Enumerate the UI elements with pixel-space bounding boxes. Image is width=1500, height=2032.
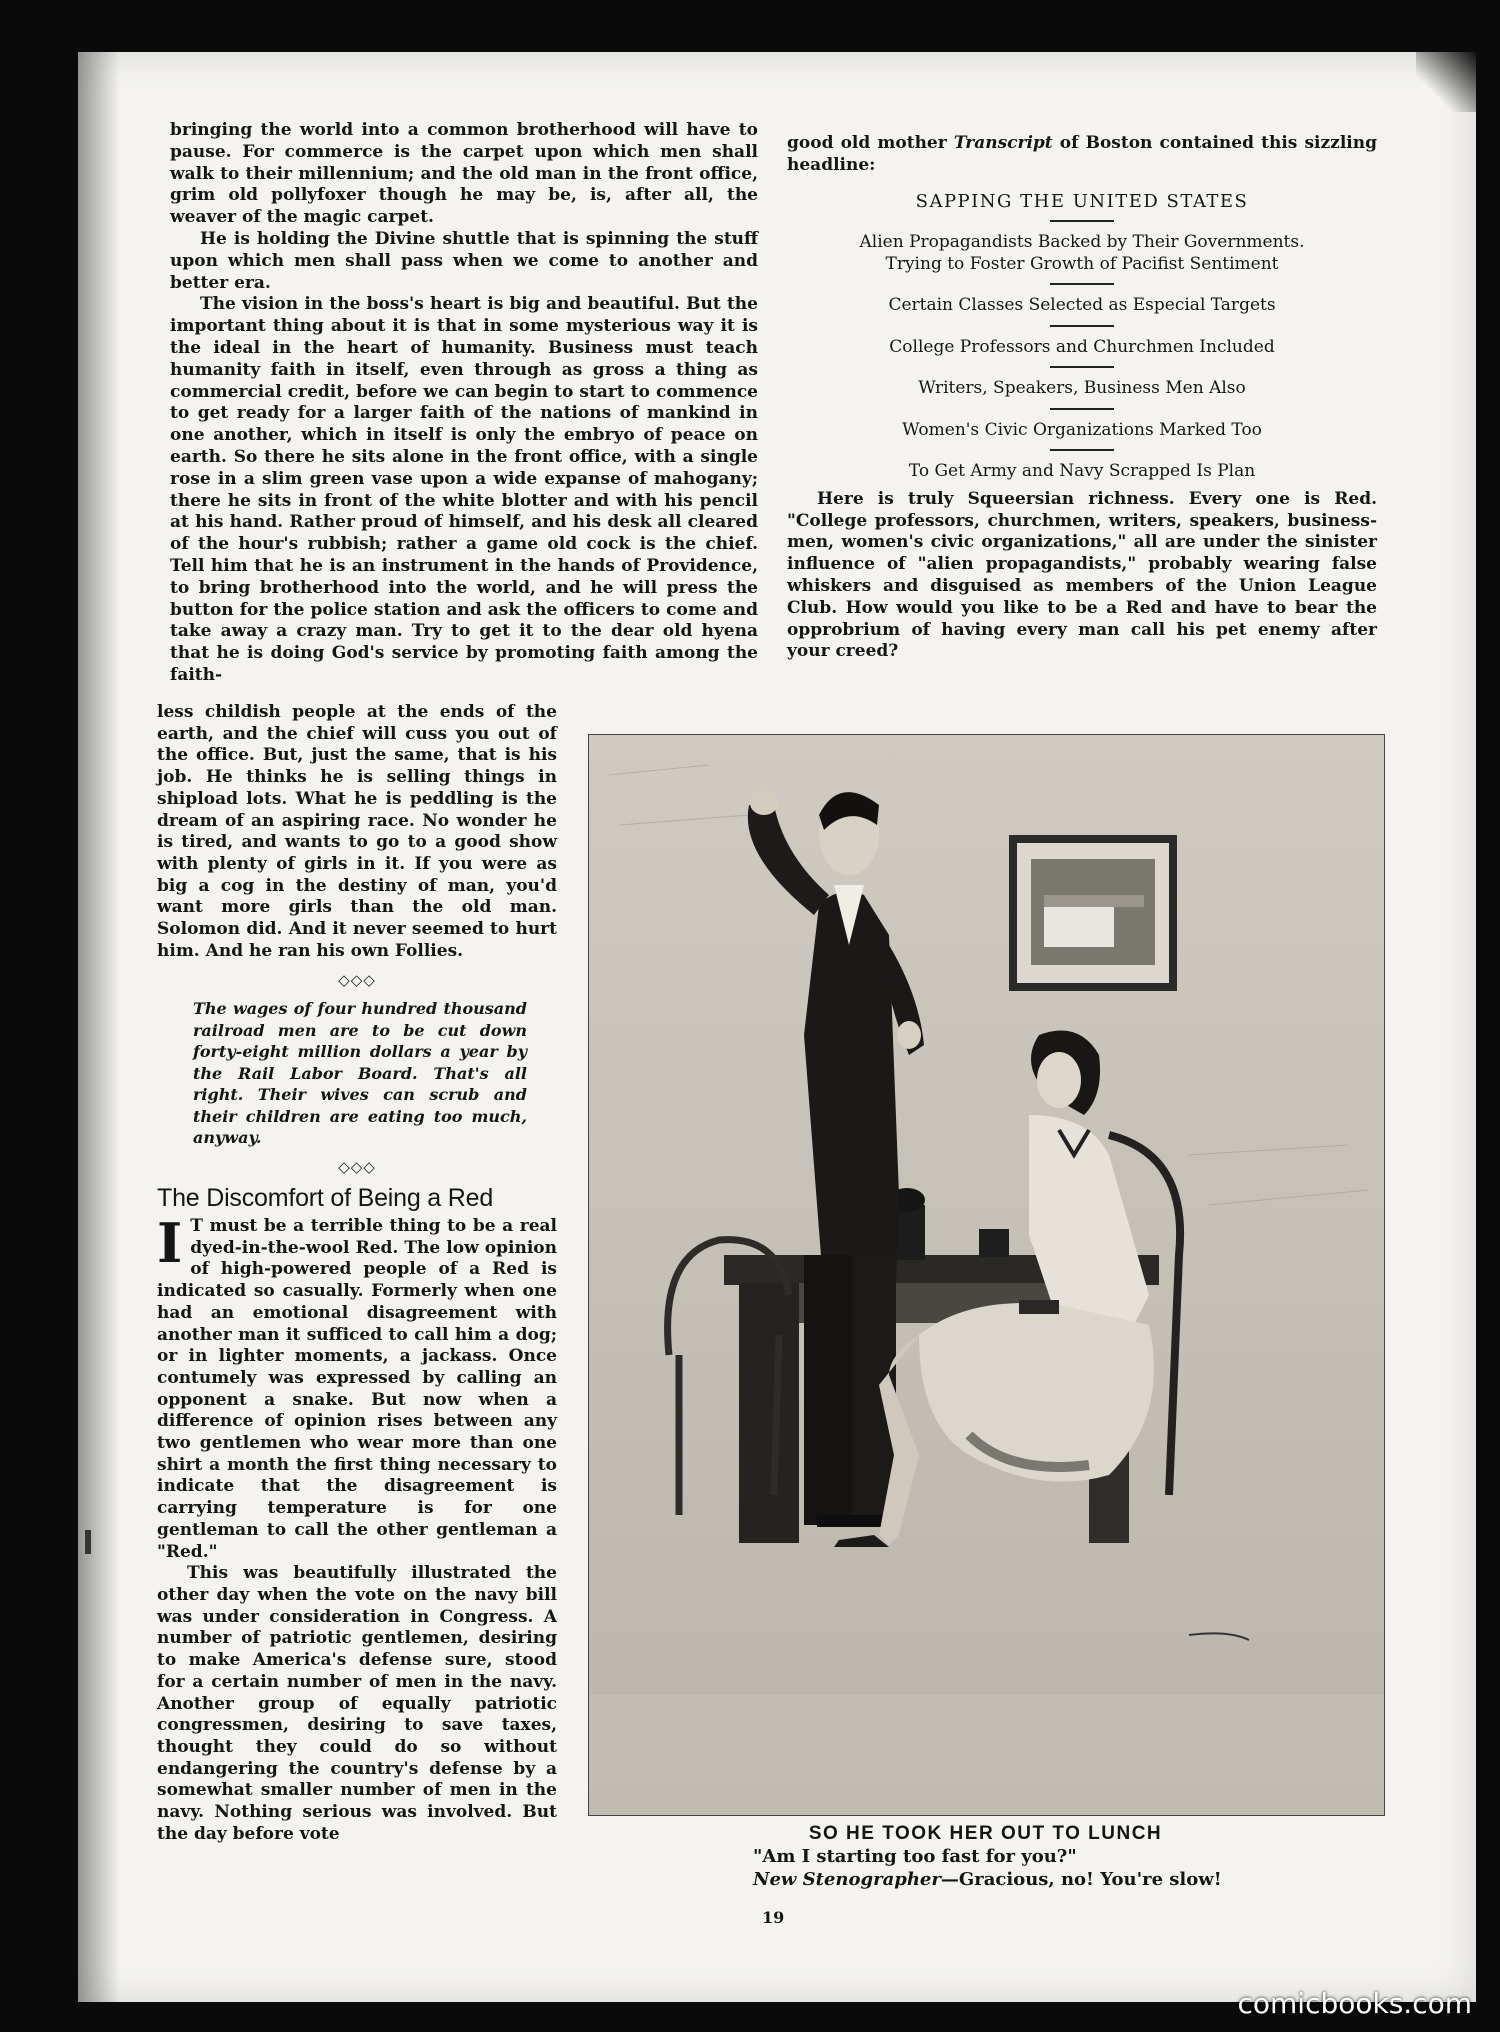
page-number: 19	[762, 1908, 785, 1927]
caption-text: —Gracious, no! You're slow!	[940, 1869, 1222, 1890]
ornament-divider: ◇◇◇	[338, 971, 376, 990]
newspaper-name: Transcript	[953, 133, 1053, 153]
rule	[1050, 283, 1114, 285]
paragraph: Here is truly Squeersian richness. Every one is Red. "College professors, churchmen, writers, speakers, business-men, women's civic organizations," all are under the sinister influence of "alien propagandists," probably wearing false whiskers and disguised as members of the Union League Club. How would you like to be a Red and have to bear the opprobrium of having every man call his pet enemy after your creed?	[787, 488, 1377, 662]
quoted-headline	[787, 191, 1377, 483]
section-paragraph: This was beautifully illustrated the other day when the vote on the navy bill was under consideration in Congress. A number of patriotic gentlemen, desiring to make America's defense sure, stood for a certain number of men in the navy. Another group of equally patriotic congressmen, desiring to save taxes, thought they could do so without endangering the country's defense by a somewhat smaller number of men in the navy. Nothing serious was involved. But the day before vote	[157, 1563, 557, 1844]
watermark: comicbooks.com	[1237, 1987, 1472, 2020]
headline-deck: College Professors and Churchmen Included	[889, 336, 1275, 357]
rule	[1050, 366, 1114, 368]
paragraph-text: T must be a terrible thing to be a real dyed-in-the-wool Red. The low opinion of high-powered people of a Red is indicated so casually. Formerly when one had an emotional disagreement with another man it sufficed to call him a dog; or in lighter moments, a jackass. Once contumely was expressed by calling an opponent a snake. But now when a difference of opinion rises between any two gentlemen who wear more than one shirt a month the first thing necessary to indicate that the disagreement is carrying temperature is for one gentleman to call the other gentleman a "Red."	[157, 1216, 557, 1562]
section-paragraph	[157, 1211, 557, 1563]
intro-paragraph	[787, 133, 1377, 177]
scan-margin-mark	[85, 1530, 91, 1554]
framed-picture	[1009, 835, 1177, 991]
caption-speaker: New Stenographer	[753, 1869, 941, 1890]
drop-cap: I	[157, 1211, 183, 1276]
paragraph: The vision in the boss's heart is big and beautiful. But the important thing about it is that in some mysterious way it is the ideal in the heart of humanity. Business must teach humanity faith in itself, even through as gross a thing as commercial credit, before we can begin to start to commence to get ready for a larger faith of the nations of mankind in one another, which in itself is only the embryo of peace on earth. So there he sits alone in the front office, with a single rose in a slim green vase upon a wide expanse of mahogany; there he sits in front of the white blotter and with his pencil at his hand. Rather proud of himself, and his desk all cleared of the hour's rubbish; rather a game old cock is the chief. Tell him that he is an instrument in the hands of Providence, to bring brotherhood into the world, and he will press the button for the police station and ask the officers to come and take away a crazy man. Try to get it to the dear old hyena that he is doing God's service by promoting faith among the faith-	[170, 294, 758, 685]
illustration	[588, 734, 1385, 1816]
rule	[1050, 449, 1114, 451]
rule	[1050, 220, 1114, 222]
headline-title: SAPPING THE UNITED STATES	[915, 190, 1249, 212]
rule	[1050, 408, 1114, 410]
headline-deck: To Get Army and Navy Scrapped Is Plan	[908, 461, 1256, 482]
intro-text: of Boston contained this sizzling headline:	[787, 133, 1377, 175]
binding-shadow	[78, 52, 120, 2002]
ornament-divider: ◇◇◇	[338, 1157, 376, 1176]
paragraph: less childish people at the ends of the earth, and the chief will cuss you out of the office. But, just the same, that is his job. He thinks he is selling things in shipload lots. What he is peddling is the dream of an aspiring race. No wonder he is tired, and wants to go to a good show with plenty of girls in it. If you were as big a cog in the destiny of man, you'd want more girls than the old man. Solomon did. And it never seemed to hurt him. And he ran his own Follies.	[157, 702, 557, 961]
office-scene-illustration	[589, 735, 1384, 1815]
headline-deck: Women's Civic Organizations Marked Too	[902, 419, 1262, 440]
caption-title: SO HE TOOK HER OUT TO LUNCH	[808, 1823, 1163, 1844]
paragraph: He is holding the Divine shuttle that is spinning the stuff upon which men shall pass when we come to another and better era.	[170, 228, 758, 293]
headline-deck: Writers, Speakers, Business Men Also	[918, 378, 1246, 399]
caption-line	[588, 1868, 1383, 1891]
paragraph: bringing the world into a common brotherhood will have to pause. For commerce is the carpet upon which men shall walk to their millennium; and the old man in the front office, grim old pollyfoxer though he may be, is, after all, the weaver of the magic carpet.	[170, 120, 758, 228]
headline-deck: Certain Classes Selected as Especial Targets	[888, 295, 1276, 316]
intro-text: good old mother	[787, 133, 954, 153]
illustration-caption	[588, 1822, 1383, 1891]
left-column-top	[170, 120, 758, 687]
rule	[1050, 325, 1114, 327]
caption-line: "Am I starting too fast for you?"	[753, 1846, 1077, 1867]
left-column-narrow	[157, 702, 557, 1845]
editorial-aside: The wages of four hundred thousand railroad men are to be cut down forty-eight million dollars a year by the Rail Labor Board. That's all right. Their wives can scrub and their children are eating too much, anyway.	[193, 999, 527, 1148]
headline-deck: Alien Propagandists Backed by Their Governments. Trying to Foster Growth of Pacifist Sentiment	[859, 232, 1305, 274]
section-heading: The Discomfort of Being a Red	[157, 1184, 494, 1213]
right-column	[787, 133, 1377, 663]
page-corner-shadow	[1416, 52, 1476, 112]
